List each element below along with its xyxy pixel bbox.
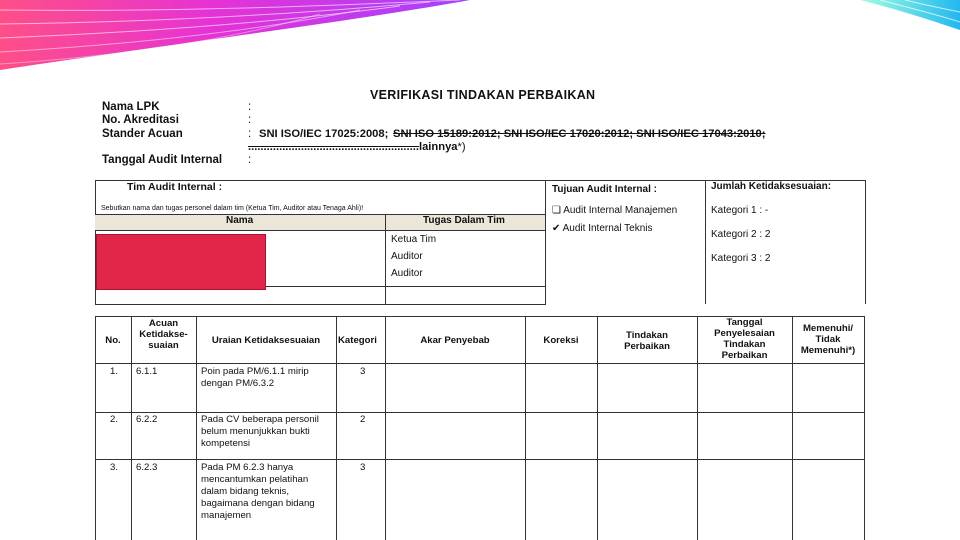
standard-other-dots: ....................................................... bbox=[248, 141, 419, 153]
nonconf-item: Kategori 1 : - bbox=[711, 205, 769, 216]
cell-uraian-line: mencantumkan pelatihan bbox=[201, 474, 309, 485]
th-uraian: Uraian Ketidaksesuaian bbox=[211, 335, 321, 346]
th-memenuhi bbox=[792, 323, 864, 356]
th-tanggal-line: Tanggal bbox=[726, 317, 763, 328]
nonconf-item: Kategori 2 : 2 bbox=[711, 229, 771, 240]
divider bbox=[95, 304, 546, 305]
document-title: VERIFIKASI TINDAKAN PERBAIKAN bbox=[370, 88, 596, 102]
cell-uraian-line: Poin pada PM/6.1.1 mirip bbox=[201, 366, 309, 377]
th-tanggal bbox=[697, 317, 792, 361]
divider bbox=[865, 180, 866, 304]
redacted-names-block bbox=[96, 234, 266, 290]
team-task: Auditor bbox=[391, 268, 423, 279]
divider bbox=[525, 316, 526, 540]
field-colon: : bbox=[248, 128, 252, 140]
th-acuan-line: Ketidakse- bbox=[139, 329, 188, 340]
field-label-nama-lpk: Nama LPK bbox=[102, 101, 160, 113]
divider bbox=[385, 214, 386, 304]
th-memenuhi-line: Memenuhi*) bbox=[800, 345, 856, 356]
cell-uraian bbox=[201, 366, 309, 390]
cell-uraian-line: belum menunjukkan bukti bbox=[201, 426, 310, 437]
th-tindakan-line: Tindakan bbox=[626, 330, 668, 341]
divider bbox=[95, 412, 864, 413]
team-col-name: Nama bbox=[226, 215, 254, 226]
cell-uraian-line: dalam bidang teknis, bbox=[201, 486, 289, 497]
cell-uraian-line: manajemen bbox=[201, 510, 252, 521]
team-task: Ketua Tim bbox=[391, 234, 437, 245]
cell-acuan: 6.1.1 bbox=[136, 366, 158, 377]
document-page bbox=[86, 80, 876, 540]
team-col-task: Tugas Dalam Tim bbox=[423, 215, 505, 226]
cell-kategori: 3 bbox=[360, 462, 366, 473]
divider bbox=[385, 316, 386, 540]
cell-no: 2. bbox=[110, 414, 119, 425]
checkmark-icon: ✔ bbox=[552, 223, 561, 234]
th-akar-penyebab: Akar Penyebab bbox=[420, 335, 490, 346]
team-task: Auditor bbox=[391, 251, 423, 262]
checkbox-empty-icon: ❏ bbox=[552, 205, 561, 216]
th-tindakan bbox=[597, 330, 697, 352]
cell-uraian-line: Pada CV beberapa personil bbox=[201, 414, 319, 425]
field-label-standar-acuan: Stander Acuan bbox=[102, 128, 183, 140]
field-colon: : bbox=[248, 114, 252, 126]
th-tanggal-line: Tindakan bbox=[723, 339, 766, 350]
th-tanggal-line: Penyelesaian bbox=[714, 328, 775, 339]
nonconf-item: Kategori 3 : 2 bbox=[711, 253, 771, 264]
divider bbox=[864, 316, 865, 540]
standard-other-suffix: *) bbox=[457, 141, 466, 153]
decorative-banner bbox=[0, 0, 960, 80]
th-tanggal-line: Perbaikan bbox=[721, 350, 768, 361]
standard-struck: SNI ISO 15189:2012; SNI ISO/IEC 17020:2012; SNI ISO/IEC 17043:2010; bbox=[393, 128, 766, 140]
divider bbox=[95, 459, 864, 460]
th-acuan bbox=[131, 318, 196, 351]
standard-other-line bbox=[248, 141, 466, 153]
cell-uraian-line: kompetensi bbox=[201, 438, 251, 449]
goal-option-label: Audit Internal Manajemen bbox=[563, 205, 678, 216]
cell-uraian bbox=[201, 414, 319, 450]
divider bbox=[196, 316, 197, 540]
divider bbox=[336, 316, 337, 540]
banner-left-stripes bbox=[0, 0, 470, 70]
cell-no: 3. bbox=[110, 462, 119, 473]
th-memenuhi-line: Tidak bbox=[815, 334, 841, 345]
cell-no: 1. bbox=[110, 366, 119, 377]
th-tindakan-line: Perbaikan bbox=[624, 341, 670, 352]
banner-right-stripes bbox=[860, 0, 960, 30]
th-acuan-line: suaian bbox=[148, 340, 179, 351]
cell-uraian-line: bagaimana dengan bidang bbox=[201, 498, 315, 509]
field-colon: : bbox=[248, 101, 252, 113]
goal-box-header: Tujuan Audit Internal : bbox=[552, 184, 657, 195]
divider bbox=[545, 180, 546, 304]
team-box-header: Tim Audit Internal : bbox=[127, 181, 223, 193]
cell-uraian-line: dengan PM/6.3.2 bbox=[201, 378, 275, 389]
standard-other-word: lainnya bbox=[418, 141, 458, 153]
nonconf-box-header: Jumlah Ketidaksesuaian: bbox=[711, 181, 832, 192]
field-label-no-akreditasi: No. Akreditasi bbox=[102, 114, 179, 126]
cell-uraian bbox=[201, 462, 315, 522]
cell-kategori: 2 bbox=[360, 414, 366, 425]
cell-kategori: 3 bbox=[360, 366, 366, 377]
cell-acuan: 6.2.3 bbox=[136, 462, 158, 473]
th-koreksi: Koreksi bbox=[543, 335, 579, 346]
field-label-tanggal-audit: Tanggal Audit Internal bbox=[102, 154, 223, 166]
th-kategori: Kategori bbox=[338, 335, 377, 346]
divider bbox=[95, 363, 864, 364]
divider bbox=[95, 316, 96, 540]
cell-uraian-line: Pada PM 6.2.3 hanya bbox=[201, 462, 294, 473]
th-no: No. bbox=[105, 335, 121, 346]
standard-main: SNI ISO/IEC 17025:2008; bbox=[259, 128, 389, 140]
th-memenuhi-line: Memenuhi/ bbox=[802, 323, 854, 334]
th-acuan-line: Acuan bbox=[148, 318, 179, 329]
divider bbox=[95, 230, 545, 231]
field-colon: : bbox=[248, 154, 252, 166]
divider bbox=[705, 180, 706, 304]
cell-acuan: 6.2.2 bbox=[136, 414, 158, 425]
goal-option-teknis bbox=[552, 223, 653, 234]
goal-option-manajemen bbox=[552, 205, 677, 216]
goal-option-label: Audit Internal Teknis bbox=[562, 223, 653, 234]
team-instruction: Sebutkan nama dan tugas personel dalam tim (Ketua Tim, Auditor atau Tenaga Ahli)! bbox=[101, 205, 364, 212]
